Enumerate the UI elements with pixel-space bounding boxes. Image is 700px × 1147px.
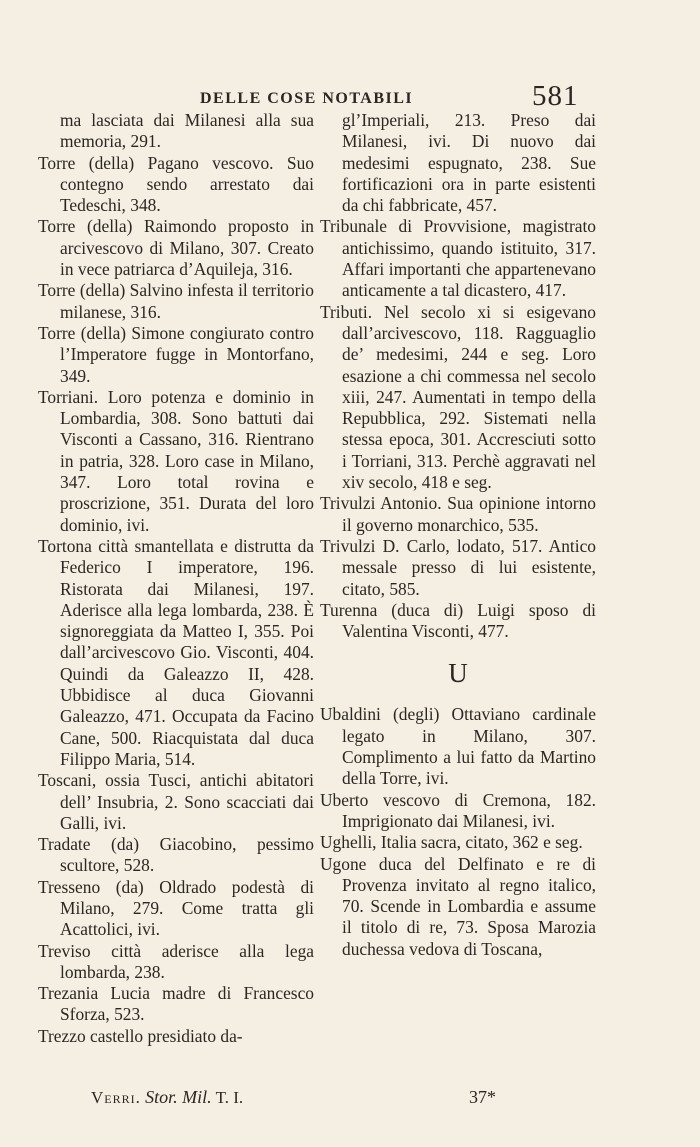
index-entry: Torre (della) Raimondo proposto in arcivescovo di Milano, 307. Creato in vece patriarca d’Aquileja, 316. <box>38 216 314 280</box>
index-entry: Trezania Lucia madre di Francesco Sforza, 523. <box>38 983 314 1025</box>
index-entry: Torre (della) Salvino infesta il territorio milanese, 316. <box>38 280 314 322</box>
section-letter-heading: U <box>448 658 468 689</box>
index-entry: Trivulzi Antonio. Sua opinione intorno il governo monarchico, 535. <box>320 493 596 535</box>
running-title: DELLE COSE NOTABILI <box>200 90 414 107</box>
index-entry: Ughelli, Italia sacra, citato, 362 e seg. <box>320 832 583 853</box>
index-entry: Torriani. Loro potenza e dominio in Lombardia, 308. Sono battuti dai Visconti a Cassano, 316. Rientrano in patria, 328. Loro case in Milano, 347. Loro total rovina e proscrizione, 351. Durata del loro dominio, ivi. <box>38 386 314 535</box>
index-entry: Uberto vescovo di Cremona, 182. Imprigionato dai Milanesi, ivi. <box>320 789 596 831</box>
index-entry: Tributi. Nel secolo xi si esigevano dall’arcivescovo, 118. Ragguaglio de’ medesimi, 244 e seg. Loro esazione a chi commessa nel secolo xiii, 247. Aumentati in tempo della Repubblica, 292. Sistemati nella stessa epoca, 301. Accresciuti sotto i Torriani, 313. Perchè aggravati nel xiv secolo, 418 e seg. <box>320 301 596 493</box>
index-entry: Torre (della) Pagano vescovo. Suo contegno sendo arrestato dai Tedeschi, 348. <box>38 152 314 216</box>
index-entry: Tradate (da) Giacobino, pessimo scultore, 528. <box>38 834 314 876</box>
index-entry: Tribunale di Provvisione, magistrato antichissimo, quando istituito, 317. Affari importanti che appartenevano anticamente a tal dicastero, 417. <box>320 216 596 301</box>
index-entry: Tortona città smantellata e distrutta da Federico I imperatore, 196. Ristorata dai Milanesi, 197. Aderisce alla lega lombarda, 238. È signoreggiata da Matteo I, 355. Poi dall’arcivescovo Gio. Visconti, 404. Quindi da Galeazzo II, 428. Ubbidisce al duca Giovanni Galeazzo, 471. Occupata da Facino Cane, 500. Riacquistata dal duca Filippo Maria, 514. <box>38 535 314 769</box>
signature-mark: 37* <box>469 1087 496 1107</box>
signature-work: Stor. Mil. <box>145 1087 212 1107</box>
index-entry: Turenna (duca di) Luigi sposo di Valentina Visconti, 477. <box>320 599 596 642</box>
index-entry: ma lasciata dai Milanesi alla sua memoria, 291. <box>60 110 314 152</box>
index-entry: Toscani, ossia Tusci, antichi abitatori dell’ Insubria, 2. Sono scacciati dai Galli, ivi. <box>38 770 314 833</box>
index-column-left <box>38 110 314 1047</box>
signature-author: Verri. <box>91 1088 141 1107</box>
page-footer <box>0 1087 700 1117</box>
index-entry: Tresseno (da) Oldrado podestà di Milano, 279. Come tratta gli Acattolici, ivi. <box>38 876 314 940</box>
index-entry: Treviso città aderisce alla lega lombarda, 238. <box>38 940 314 982</box>
index-entry: gl’Imperiali, 213. Preso dai Milanesi, ivi. Di nuovo dai medesimi espugnato, 238. Sue fortificazioni ora in parte esistenti da chi fabbricate, 457. <box>342 110 596 216</box>
signature-volume: T. I. <box>215 1088 244 1107</box>
book-signature <box>91 1087 243 1108</box>
index-entry: Ubaldini (degli) Ottaviano cardinale legato in Milano, 307. Complimento a lui fatto da Martino della Torre, ivi. <box>320 704 596 789</box>
index-column-right <box>320 110 596 960</box>
page-number: 581 <box>532 80 579 112</box>
index-entry: Trezzo castello presidiato da- <box>38 1025 243 1046</box>
index-entry: Ugone duca del Delfinato e re di Provenza invitato al regno italico, 70. Scende in Lombardia e assume il titolo di re, 73. Sposa Marozia duchessa vedova di Toscana, <box>320 853 596 959</box>
index-entry: Trivulzi D. Carlo, lodato, 517. Antico messale presso di lui esistente, citato, 585. <box>320 535 596 599</box>
index-entry: Torre (della) Simone congiurato contro l’Imperatore fugge in Montorfano, 349. <box>38 322 314 386</box>
